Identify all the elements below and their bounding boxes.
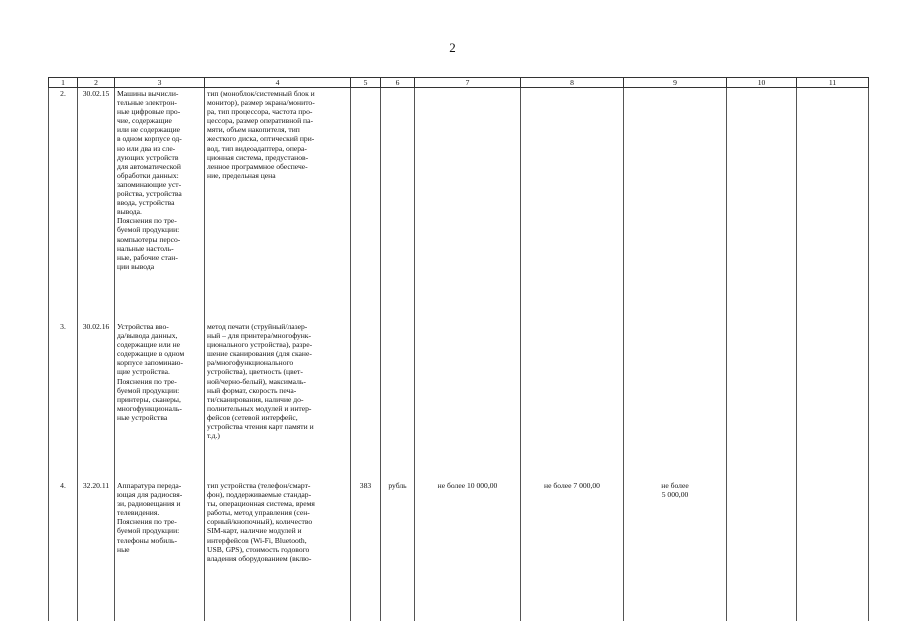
okei-code <box>351 88 381 322</box>
value-col-8: не более 7 000,00 <box>521 480 624 621</box>
table-row <box>49 88 869 322</box>
row-number: 4. <box>49 480 78 621</box>
column-header: 4 <box>205 78 351 88</box>
value-col-10 <box>727 321 797 480</box>
column-header: 2 <box>78 78 115 88</box>
table-row <box>49 480 869 621</box>
okei-code: 383 <box>351 480 381 621</box>
value-col-11 <box>797 88 869 322</box>
unit-name <box>381 321 415 480</box>
requirements-table <box>48 77 869 621</box>
column-header: 7 <box>415 78 521 88</box>
product-characteristics: тип (моноблок/системный блок и монитор), размер экрана/монито- ра, тип процессора, частота про- цессора, размер оперативной па- мяти, объем накопителя, тип жесткого диска, оптический при- вод, тип видеоадаптера, опера- ционная система, предустанов- ленное программное обеспече- ние, предельная цена <box>205 88 351 322</box>
table-row <box>49 321 869 480</box>
unit-name: рубль <box>381 480 415 621</box>
value-col-8 <box>521 321 624 480</box>
column-header: 8 <box>521 78 624 88</box>
value-col-9 <box>624 321 727 480</box>
value-col-7 <box>415 88 521 322</box>
column-header: 1 <box>49 78 78 88</box>
value-col-8 <box>521 88 624 322</box>
value-col-11 <box>797 321 869 480</box>
value-col-9 <box>624 88 727 322</box>
value-col-10 <box>727 88 797 322</box>
product-characteristics: метод печати (струйный/лазер- ный – для принтера/многофунк- ционального устройства), разре- шение сканирования (для скане- ра/многофункционального устройства), цветность (цвет- ной/черно-белый), максималь- ный формат, скорость печа- ти/сканирования, наличие до- полнительных модулей и интер- фейсов (сетевой интерфейс, устройства чтения карт памяти и т.д.) <box>205 321 351 480</box>
product-characteristics: тип устройства (телефон/смарт- фон), поддерживаемые стандар- ты, операционная система, время работы, метод управления (сен- сорный/кнопочный), количество SIM-карт, наличие модулей и интерфейсов (Wi-Fi, Bluetooth, USB, GPS), стоимость годового владения оборудованием (вклю- <box>205 480 351 621</box>
okpd-code: 30.02.15 <box>78 88 115 322</box>
product-name: Машины вычисли- тельные электрон- ные цифровые про- чие, содержащие или не содержащие в одном корпусе од- но или два из сле- дующих устройств для автоматической обработки данных: запоминающие уст- ройства, устройства ввода, устройства вывода. Пояснения по тре- буемой продукции: компьютеры персо- нальные настоль- ные, рабочие стан- ции вывода <box>115 88 205 322</box>
value-col-7 <box>415 321 521 480</box>
column-header: 9 <box>624 78 727 88</box>
product-name: Устройства вво- да/вывода данных, содержащие или не содержащие в одном корпусе запоминаю- щие устройства. Пояснения по тре- буемой продукции: принтеры, сканеры, многофункциональ- ные устройства <box>115 321 205 480</box>
okei-code <box>351 321 381 480</box>
page-number: 2 <box>449 40 456 55</box>
column-header: 6 <box>381 78 415 88</box>
okpd-code: 30.02.16 <box>78 321 115 480</box>
value-col-9: не более 5 000,00 <box>624 480 727 621</box>
row-number: 3. <box>49 321 78 480</box>
okpd-code: 32.20.11 <box>78 480 115 621</box>
table-header-row <box>49 78 869 88</box>
column-header: 11 <box>797 78 869 88</box>
column-header: 3 <box>115 78 205 88</box>
row-number: 2. <box>49 88 78 322</box>
value-col-7: не более 10 000,00 <box>415 480 521 621</box>
unit-name <box>381 88 415 322</box>
value-col-10 <box>727 480 797 621</box>
product-name: Аппаратура переда- ющая для радиосвя- зи, радиовещания и телевидения. Пояснения по тре- буемой продукции: телефоны мобиль- ные <box>115 480 205 621</box>
column-header: 10 <box>727 78 797 88</box>
value-col-11 <box>797 480 869 621</box>
column-header: 5 <box>351 78 381 88</box>
